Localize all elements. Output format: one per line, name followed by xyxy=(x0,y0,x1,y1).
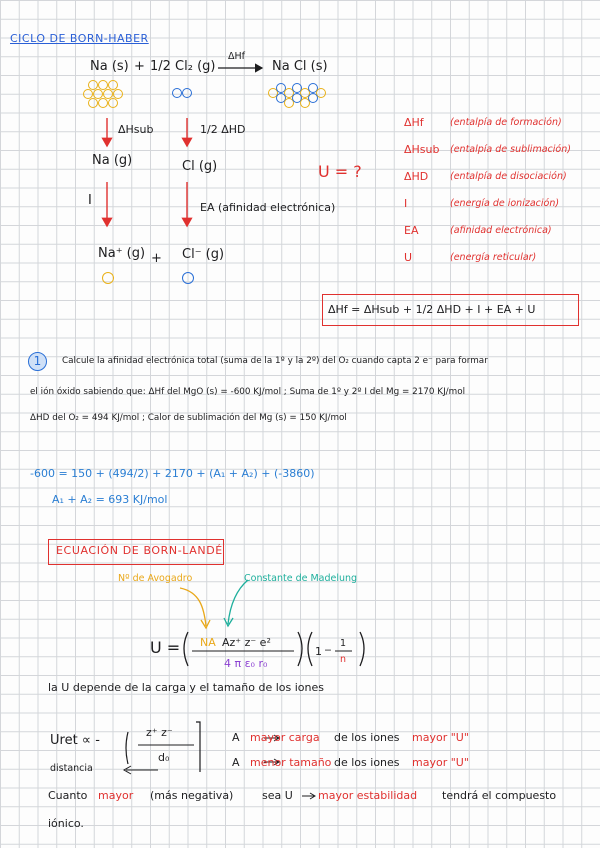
denominator: 4 π ε₀ r₀ xyxy=(224,657,268,670)
rule2-d: mayor "U" xyxy=(412,756,469,769)
exercise-line-2: el ión óxido sabiendo que: ΔHf del MgO (s) = -600 KJ/mol ; Suma de 1º y 2º I del Mg = 2170 KJ/mol xyxy=(30,387,466,397)
rule1-d: mayor "U" xyxy=(412,731,469,744)
madelung-label: Constante de Madelung xyxy=(244,573,358,584)
madelung-charge-term: Az⁺ z⁻ e² xyxy=(222,636,271,649)
exercise-line-3: ΔHD del O₂ = 494 KJ/mol ; Calor de sublimación del Mg (s) = 150 KJ/mol xyxy=(30,413,347,423)
main-equation: ΔHf = ΔHsub + 1/2 ΔHD + I + EA + U xyxy=(328,303,536,316)
plus-sign-2: + xyxy=(151,251,162,266)
avogadro-label: Nº de Avogadro xyxy=(118,573,193,584)
legend-symbol: I xyxy=(404,197,408,210)
conclusion-1: Cuanto xyxy=(48,789,88,802)
rule2-a: A xyxy=(232,756,240,769)
legend-symbol: U xyxy=(404,251,413,264)
one-minus: 1 xyxy=(315,645,322,658)
factor-denominator: n xyxy=(340,654,347,665)
solution-line-2: A₁ + A₂ = 693 KJ/mol xyxy=(52,493,168,506)
legend-desc: (entalpía de formación) xyxy=(450,117,562,128)
born-lande-title: ECUACIÓN DE BORN-LANDÉ xyxy=(56,544,223,557)
ea-label: EA (afinidad electrónica) xyxy=(200,201,336,214)
conclusion-4: sea U xyxy=(262,789,293,802)
legend-symbol: ΔHD xyxy=(404,170,429,183)
avogadro-symbol: NA xyxy=(200,636,216,649)
legend-symbol: ΔHf xyxy=(404,116,424,129)
rule1-c: de los iones xyxy=(334,731,400,744)
nacl-solid: Na Cl (s) xyxy=(272,59,328,74)
conclusion-6: tendrá el compuesto xyxy=(442,789,557,802)
legend-symbol: EA xyxy=(404,224,419,237)
step-sublimation-label: ΔHsub xyxy=(118,123,154,136)
legend-desc: (entalpía de sublimación) xyxy=(450,144,571,155)
distance-symbol: d₀ xyxy=(158,751,170,764)
conclusion-5: mayor estabilidad xyxy=(318,789,418,802)
legend-desc: (energía reticular) xyxy=(450,252,537,263)
cl-gas: Cl (g) xyxy=(182,159,218,174)
arrow-label-dhf: ΔHf xyxy=(228,51,245,62)
rule2-c: de los iones xyxy=(334,756,400,769)
charge-product: z⁺ z⁻ xyxy=(146,726,173,739)
plus-sign: + xyxy=(134,59,145,74)
na-gas: Na (g) xyxy=(92,153,133,168)
page-title: CICLO DE BORN-HABER xyxy=(10,32,149,45)
step-dissociation-label: 1/2 ΔHD xyxy=(200,123,246,136)
half-cl2-gas: 1/2 Cl₂ (g) xyxy=(150,59,216,74)
u-question: U = ? xyxy=(318,162,362,181)
cl-ion: Cl⁻ (g) xyxy=(182,247,225,262)
ionization-label: I xyxy=(88,193,92,208)
na-ion: Na⁺ (g) xyxy=(98,246,146,261)
u-equals: U = xyxy=(150,638,181,657)
conclusion-3: (más negativa) xyxy=(150,789,234,802)
legend-symbol: ΔHsub xyxy=(404,143,440,156)
rule1-b: mayor carga xyxy=(250,731,320,744)
exercise-line-1: Calcule la afinidad electrónica total (suma de la 1º y la 2º) del O₂ cuando capta 2 e⁻ para formar xyxy=(62,356,488,366)
legend-desc: (afinidad electrónica) xyxy=(450,225,552,236)
rule2-b: menor tamaño xyxy=(250,756,332,769)
conclusion-7: iónico. xyxy=(48,817,84,830)
solution-line-1: -600 = 150 + (494/2) + 2170 + (A₁ + A₂) + (-3860) xyxy=(30,467,315,480)
rule1-a: A xyxy=(232,731,240,744)
factor-numerator: 1 xyxy=(340,638,347,649)
legend-desc: (entalpía de disociación) xyxy=(450,171,567,182)
minus-sign: − xyxy=(324,645,332,656)
na-solid: Na (s) xyxy=(90,59,129,74)
exercise-number: 1 xyxy=(28,352,47,371)
dependence-note: la U depende de la carga y el tamaño de los iones xyxy=(48,681,324,694)
legend-desc: (energía de ionización) xyxy=(450,198,560,209)
conclusion-2: mayor xyxy=(98,789,134,802)
distance-label: distancia xyxy=(50,763,93,774)
uret-proportional: Uret ∝ - xyxy=(50,733,100,748)
